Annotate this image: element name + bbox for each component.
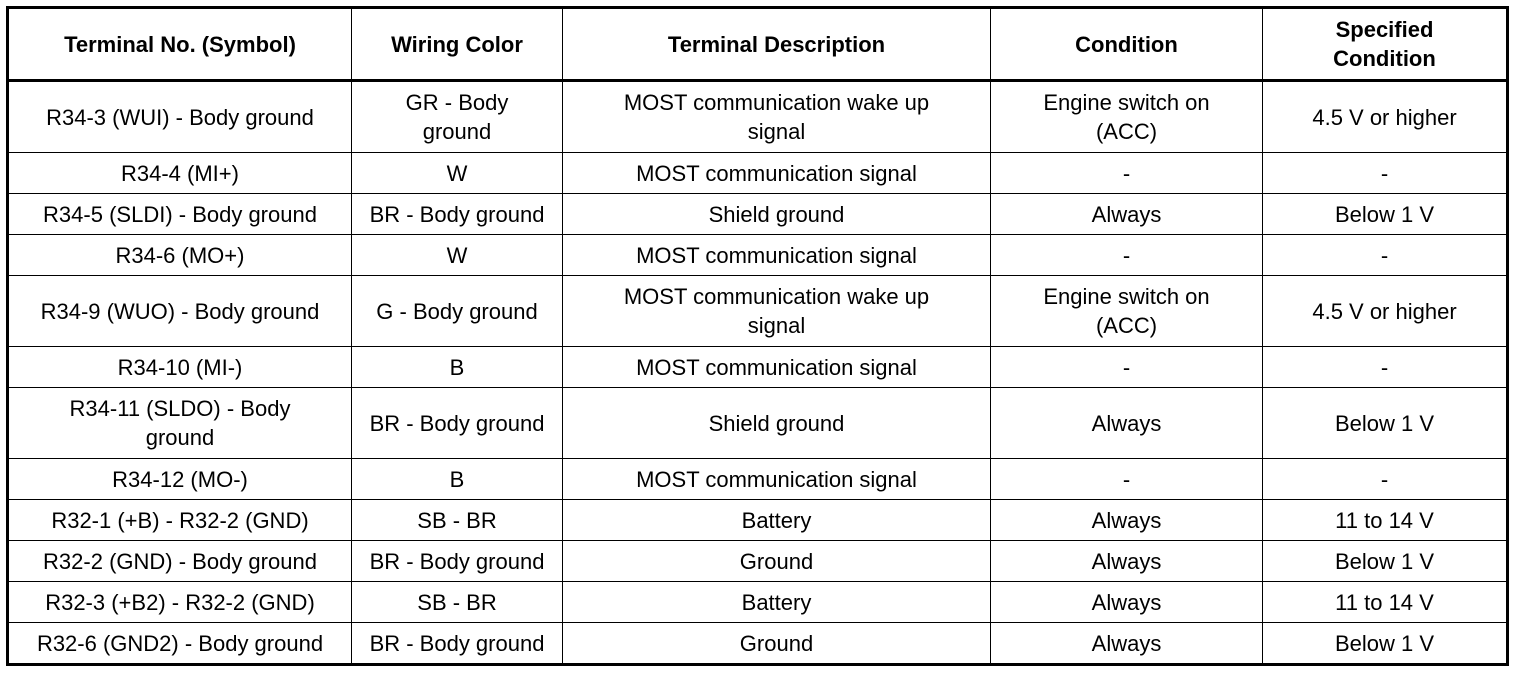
cell-specified-condition: - <box>1263 153 1508 194</box>
cell-terminal-description: MOST communication signal <box>563 153 991 194</box>
header-terminal-description: Terminal Description <box>563 8 991 81</box>
header-condition: Condition <box>991 8 1263 81</box>
cell-condition: - <box>991 459 1263 500</box>
cell-condition: Engine switch on (ACC) <box>991 81 1263 153</box>
cell-condition: Always <box>991 388 1263 459</box>
cell-terminal-description: Ground <box>563 541 991 582</box>
table-row <box>8 623 1508 665</box>
cell-condition: Engine switch on (ACC) <box>991 276 1263 347</box>
cell-specified-condition: 4.5 V or higher <box>1263 276 1508 347</box>
terminal-table <box>6 6 1509 666</box>
table-row <box>8 235 1508 276</box>
cell-specified-condition: - <box>1263 235 1508 276</box>
cell-terminal-description: MOST communication signal <box>563 459 991 500</box>
cell-specified-condition: Below 1 V <box>1263 194 1508 235</box>
table-container <box>6 6 1509 666</box>
cell-wiring-color: SB - BR <box>352 582 563 623</box>
cell-terminal-description: MOST communication signal <box>563 347 991 388</box>
cell-specified-condition: - <box>1263 459 1508 500</box>
cell-terminal-no: R34-6 (MO+) <box>8 235 352 276</box>
cell-specified-condition: Below 1 V <box>1263 623 1508 665</box>
cell-condition: - <box>991 153 1263 194</box>
cell-terminal-description: Battery <box>563 500 991 541</box>
cell-terminal-no: R34-9 (WUO) - Body ground <box>8 276 352 347</box>
table-row <box>8 500 1508 541</box>
cell-specified-condition: Below 1 V <box>1263 388 1508 459</box>
cell-terminal-no: R34-12 (MO-) <box>8 459 352 500</box>
cell-condition: Always <box>991 541 1263 582</box>
cell-terminal-no: R34-10 (MI-) <box>8 347 352 388</box>
cell-terminal-description: Ground <box>563 623 991 665</box>
table-row <box>8 347 1508 388</box>
cell-terminal-no: R34-4 (MI+) <box>8 153 352 194</box>
cell-terminal-description: MOST communication wake up signal <box>563 81 991 153</box>
cell-condition: - <box>991 235 1263 276</box>
cell-specified-condition: 11 to 14 V <box>1263 500 1508 541</box>
cell-specified-condition: - <box>1263 347 1508 388</box>
cell-condition: Always <box>991 623 1263 665</box>
cell-wiring-color: W <box>352 235 563 276</box>
cell-wiring-color: B <box>352 459 563 500</box>
cell-wiring-color: BR - Body ground <box>352 388 563 459</box>
cell-wiring-color: SB - BR <box>352 500 563 541</box>
cell-terminal-description: Shield ground <box>563 194 991 235</box>
table-row <box>8 459 1508 500</box>
cell-condition: Always <box>991 500 1263 541</box>
table-row <box>8 81 1508 153</box>
cell-wiring-color: BR - Body ground <box>352 541 563 582</box>
cell-terminal-description: MOST communication wake up signal <box>563 276 991 347</box>
cell-terminal-no: R34-5 (SLDI) - Body ground <box>8 194 352 235</box>
table-row <box>8 388 1508 459</box>
table-row <box>8 194 1508 235</box>
cell-specified-condition: 4.5 V or higher <box>1263 81 1508 153</box>
table-row <box>8 276 1508 347</box>
cell-terminal-no: R34-11 (SLDO) - Body ground <box>8 388 352 459</box>
cell-terminal-description: Battery <box>563 582 991 623</box>
cell-specified-condition: Below 1 V <box>1263 541 1508 582</box>
header-specified-condition: Specified Condition <box>1263 8 1508 81</box>
header-terminal-no: Terminal No. (Symbol) <box>8 8 352 81</box>
cell-wiring-color: B <box>352 347 563 388</box>
cell-condition: Always <box>991 582 1263 623</box>
cell-condition: - <box>991 347 1263 388</box>
table-row <box>8 153 1508 194</box>
cell-wiring-color: GR - Body ground <box>352 81 563 153</box>
table-row <box>8 582 1508 623</box>
cell-terminal-description: Shield ground <box>563 388 991 459</box>
cell-terminal-no: R34-3 (WUI) - Body ground <box>8 81 352 153</box>
table-row <box>8 541 1508 582</box>
cell-wiring-color: G - Body ground <box>352 276 563 347</box>
cell-terminal-no: R32-3 (+B2) - R32-2 (GND) <box>8 582 352 623</box>
cell-terminal-description: MOST communication signal <box>563 235 991 276</box>
cell-condition: Always <box>991 194 1263 235</box>
cell-wiring-color: BR - Body ground <box>352 194 563 235</box>
cell-specified-condition: 11 to 14 V <box>1263 582 1508 623</box>
table-header-row <box>8 8 1508 81</box>
cell-terminal-no: R32-1 (+B) - R32-2 (GND) <box>8 500 352 541</box>
cell-terminal-no: R32-6 (GND2) - Body ground <box>8 623 352 665</box>
cell-wiring-color: W <box>352 153 563 194</box>
cell-wiring-color: BR - Body ground <box>352 623 563 665</box>
cell-terminal-no: R32-2 (GND) - Body ground <box>8 541 352 582</box>
header-wiring-color: Wiring Color <box>352 8 563 81</box>
